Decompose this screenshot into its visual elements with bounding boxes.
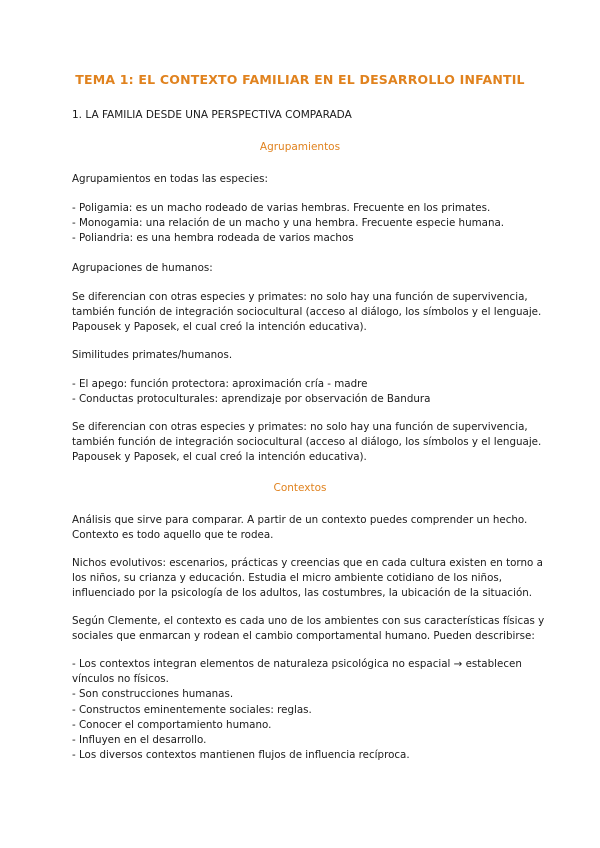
section-heading: 1. LA FAMILIA DESDE UNA PERSPECTIVA COMPARADA — [72, 109, 352, 121]
paragraph-3 — [72, 261, 542, 276]
list-item: - Constructos eminentemente sociales: reglas. — [72, 703, 312, 716]
paragraph-line: Se diferencian con otras especies y primates: no solo hay una función de supervivencia, — [72, 291, 528, 303]
paragraph-line: Agrupamientos en todas las especies: — [72, 173, 268, 185]
subheading-agrupamientos: Agrupamientos — [259, 141, 341, 153]
document-title: TEMA 1: EL CONTEXTO FAMILIAR EN EL DESARROLLO INFANTIL — [75, 72, 525, 87]
list-item: - Monogamia: una relación de un macho y una hembra. Frecuente especie humana. — [72, 217, 505, 230]
list-item: - Conocer el comportamiento humano. — [72, 718, 272, 731]
paragraph-line: también función de integración sociocultural (acceso al diálogo, los símbolos y el lenguaje. — [72, 306, 542, 319]
list-item: - Poligamia: es un macho rodeado de varias hembras. Frecuente en los primates. — [72, 202, 491, 214]
subheading-contextos: Contextos — [273, 482, 327, 494]
paragraph-8 — [72, 513, 542, 543]
list-item: - Conductas protoculturales: aprendizaje por observación de Bandura — [72, 393, 431, 406]
paragraph-line: Según Clemente, el contexto es cada uno de los ambientes con sus características físicas y — [72, 615, 545, 627]
paragraph-6 — [72, 377, 542, 407]
paragraph-5 — [72, 348, 542, 363]
paragraph-4 — [72, 290, 542, 336]
list-item: - Influyen en el desarrollo. — [72, 734, 207, 747]
paragraph-line: Agrupaciones de humanos: — [72, 262, 213, 274]
paragraph-line: influenciado por la psicología de los adultos, las costumbres, la ubicación de la situación. — [72, 587, 533, 600]
paragraph-2 — [72, 201, 542, 247]
paragraph-line: sociales que enmarcan y rodean el cambio comportamental humano. Pueden describirse: — [72, 630, 535, 643]
paragraph-9 — [72, 556, 542, 602]
paragraph-line: también función de integración sociocultural (acceso al diálogo, los símbolos y el lenguaje. — [72, 436, 542, 449]
paragraph-line: Similitudes primates/humanos. — [72, 349, 233, 361]
list-item: - Los diversos contextos mantienen flujos de influencia recíproca. — [72, 749, 410, 762]
paragraph-line: Papousek y Paposek, el cual creó la intención educativa). — [72, 451, 367, 464]
paragraph-line: los niños, su crianza y educación. Estudia el micro ambiente cotidiano de los niños, — [72, 572, 503, 585]
paragraph-11 — [72, 657, 542, 763]
list-item: - El apego: función protectora: aproximación cría - madre — [72, 378, 368, 390]
paragraph-10 — [72, 614, 545, 644]
paragraph-line: Se diferencian con otras especies y primates: no solo hay una función de supervivencia, — [72, 421, 528, 433]
list-item: - Son construcciones humanas. — [72, 688, 234, 701]
paragraph-7 — [72, 420, 542, 466]
paragraph-line: Análisis que sirve para comparar. A partir de un contexto puedes comprender un hecho. — [72, 514, 528, 526]
paragraph-line: Contexto es todo aquello que te rodea. — [72, 529, 274, 542]
list-item: - Poliandria: es una hembra rodeada de varios machos — [72, 232, 354, 245]
list-item: - Los contextos integran elementos de naturaleza psicológica no espacial → establecen — [72, 658, 522, 670]
list-item: vínculos no físicos. — [72, 673, 169, 686]
paragraph-line: Nichos evolutivos: escenarios, prácticas y creencias que en cada cultura existen en torno a — [72, 557, 543, 569]
paragraph-line: Papousek y Paposek, el cual creó la intención educativa). — [72, 321, 367, 334]
paragraph-1 — [72, 172, 542, 187]
